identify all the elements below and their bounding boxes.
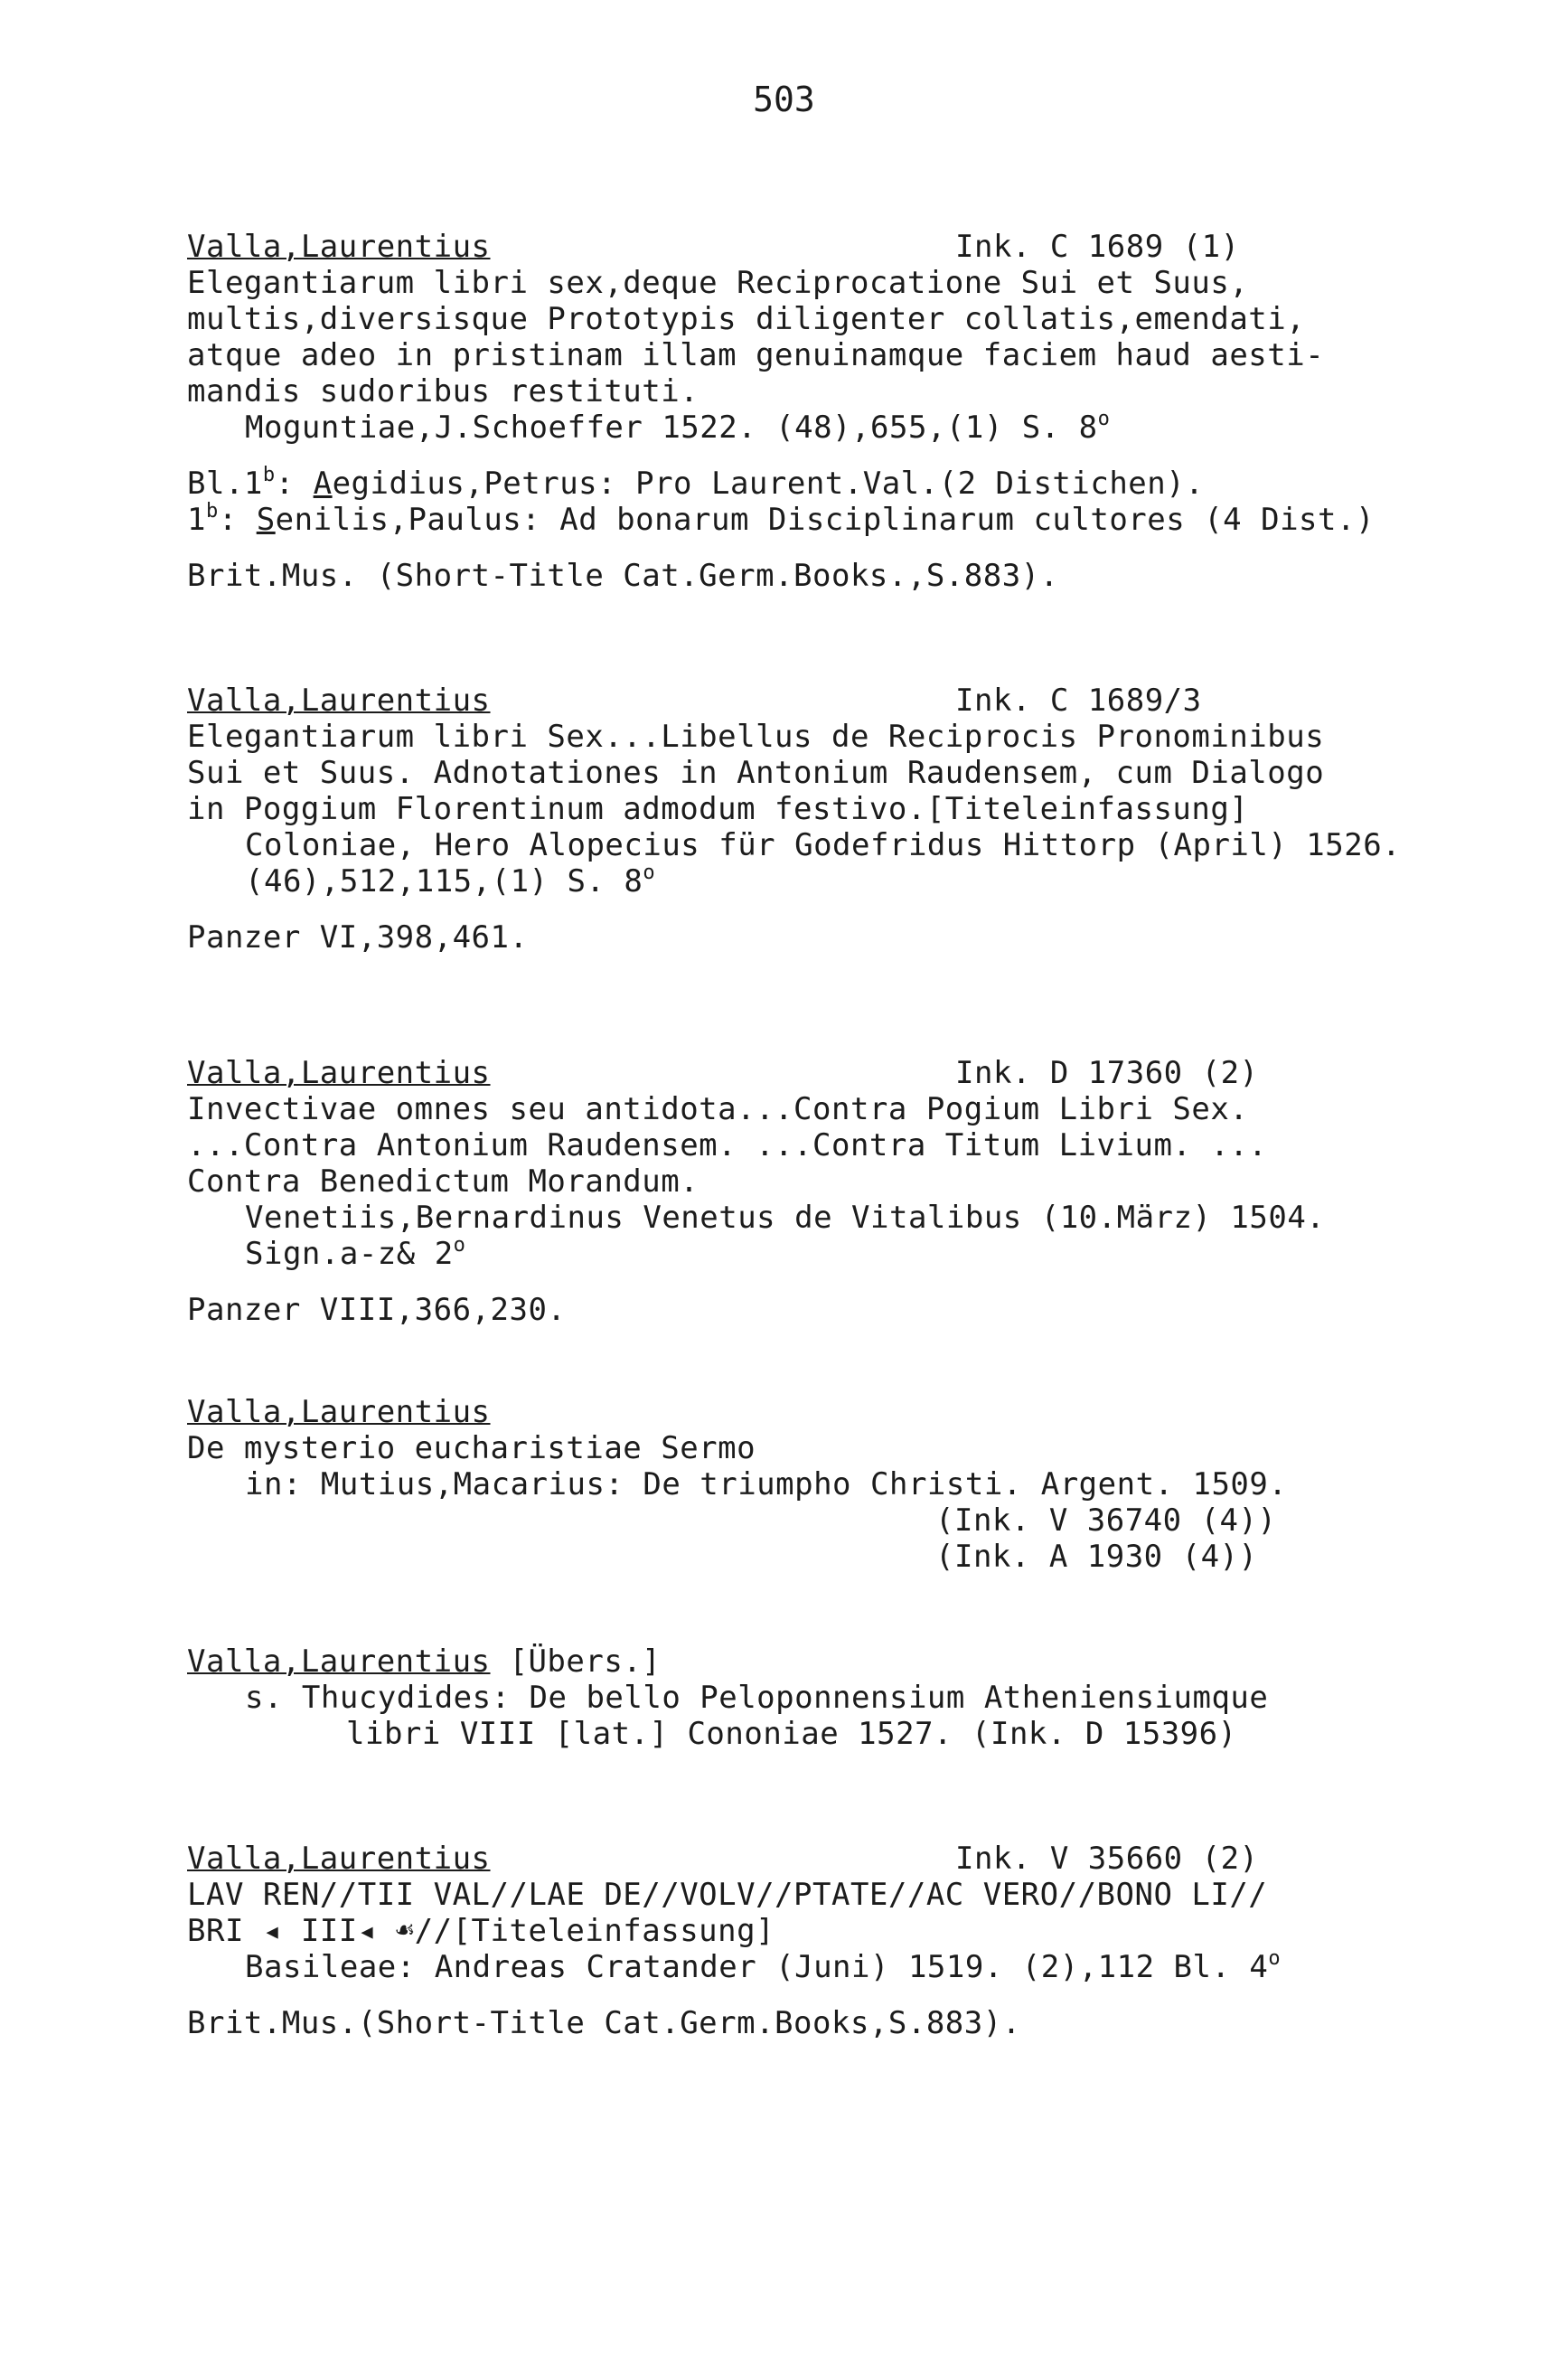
catalog-entry (187, 229, 1389, 594)
shelfmark: (Ink. A 1930 (4)) (935, 1539, 1258, 1575)
imprint-line: Venetiis,Bernardinus Venetus de Vitalibus (10.März) 1504. (245, 1200, 1326, 1236)
shelfmark: (Ink. V 36740 (4)) (935, 1502, 1277, 1539)
entry-heading-line (187, 1055, 1389, 1091)
reference-line: Panzer VI,398,461. (187, 919, 529, 956)
title-line: multis,diversisque Prototypis diligenter collatis,emendati, (187, 301, 1306, 337)
catalog-entry (187, 1394, 1389, 1575)
title-line: Invectivae omnes seu antidota...Contra Pogium Libri Sex. (187, 1091, 1249, 1127)
catalog-entry (187, 1841, 1389, 2041)
entry-heading-line (187, 1643, 1389, 1680)
reference-line: Panzer VIII,366,230. (187, 1292, 567, 1328)
title-line: De mysterio eucharistiae Sermo (187, 1430, 756, 1466)
author-heading: Valla,Laurentius (187, 1841, 491, 1877)
see-reference-line: s. Thucydides: De bello Peloponnensium Atheniensiumque (245, 1680, 1269, 1716)
author-heading: Valla,Laurentius (187, 1394, 491, 1430)
format-superscript: o (1097, 408, 1111, 430)
shelfmark: Ink. V 35660 (2) (955, 1841, 1259, 1877)
title-line: atque adeo in pristinam illam genuinamque faciem haud aesti- (187, 337, 1325, 373)
author-heading: Valla,Laurentius (187, 1643, 491, 1680)
shelfmark: Ink. D 17360 (2) (955, 1055, 1259, 1091)
imprint-line (187, 410, 1389, 446)
title-line: Elegantiarum libri sex,deque Reciprocatione Sui et Suus, (187, 265, 1249, 301)
title-line: ...Contra Antonium Raudensem. ...Contra Titum Livium. ... (187, 1127, 1268, 1163)
author-heading: Valla,Laurentius (187, 229, 491, 265)
note-line: Bl.1$^b$: Aegidius,Petrus: Pro Laurent.Val.(2 Distichen). (187, 464, 1205, 502)
entry-heading-line (187, 683, 1389, 719)
title-line: Elegantiarum libri Sex...Libellus de Reciprocis Pronominibus (187, 719, 1325, 755)
title-line: in Poggium Florentinum admodum festivo.[Titeleinfassung] (187, 791, 1249, 827)
entry-heading-line (187, 1394, 1389, 1430)
entry-heading-line (187, 229, 1389, 265)
reference-line: Brit.Mus. (Short-Title Cat.Germ.Books.,S.883). (187, 558, 1059, 594)
catalog-entry (187, 1055, 1389, 1328)
title-line: mandis sudoribus restituti. (187, 373, 699, 410)
author-heading: Valla,Laurentius (187, 683, 491, 719)
imprint: Moguntiae,J.Schoeffer 1522. (48),655,(1) S. 8 (245, 410, 1098, 446)
heading-qualifier: [Übers.] (490, 1643, 662, 1680)
imprint-line: (46),512,115,(1) S. 8$^o$ (245, 862, 656, 899)
signature-line: Sign.a-z& 2$^o$ (245, 1234, 466, 1272)
author-heading: Valla,Laurentius (187, 1055, 491, 1091)
title-line: Contra Benedictum Morandum. (187, 1163, 699, 1200)
note-line: 1$^b$: Senilis,Paulus: Ad bonarum Disciplinarum cultores (4 Dist.) (187, 500, 1375, 538)
in-line: in: Mutius,Macarius: De triumpho Christi. Argent. 1509. (245, 1466, 1288, 1502)
title-line: Sui et Suus. Adnotationes in Antonium Raudensem, cum Dialogo (187, 755, 1325, 791)
imprint-line: Basileae: Andreas Cratander (Juni) 1519. (2),112 Bl. 4$^o$ (245, 1947, 1282, 1985)
entry-heading-line (187, 1841, 1389, 1877)
title-line: LAV REN//TII VAL//LAE DE//VOLV//PTATE//AC VERO//BONO LI// (187, 1877, 1268, 1913)
shelfmark: Ink. C 1689/3 (955, 683, 1202, 719)
title-line: BRI ◂ III◂ ☙//[Titeleinfassung] (187, 1913, 775, 1949)
page-number: 503 (753, 80, 815, 119)
catalog-entry (187, 683, 1402, 956)
imprint-line: Coloniae, Hero Alopecius für Godefridus Hittorp (April) 1526. (245, 827, 1402, 863)
shelfmark: Ink. C 1689 (1) (955, 229, 1240, 265)
catalog-entry (187, 1643, 1389, 1752)
reference-line: Brit.Mus.(Short-Title Cat.Germ.Books,S.883). (187, 2005, 1021, 2041)
see-reference-line: libri VIII [lat.] Cononiae 1527. (Ink. D 15396) (346, 1716, 1237, 1752)
